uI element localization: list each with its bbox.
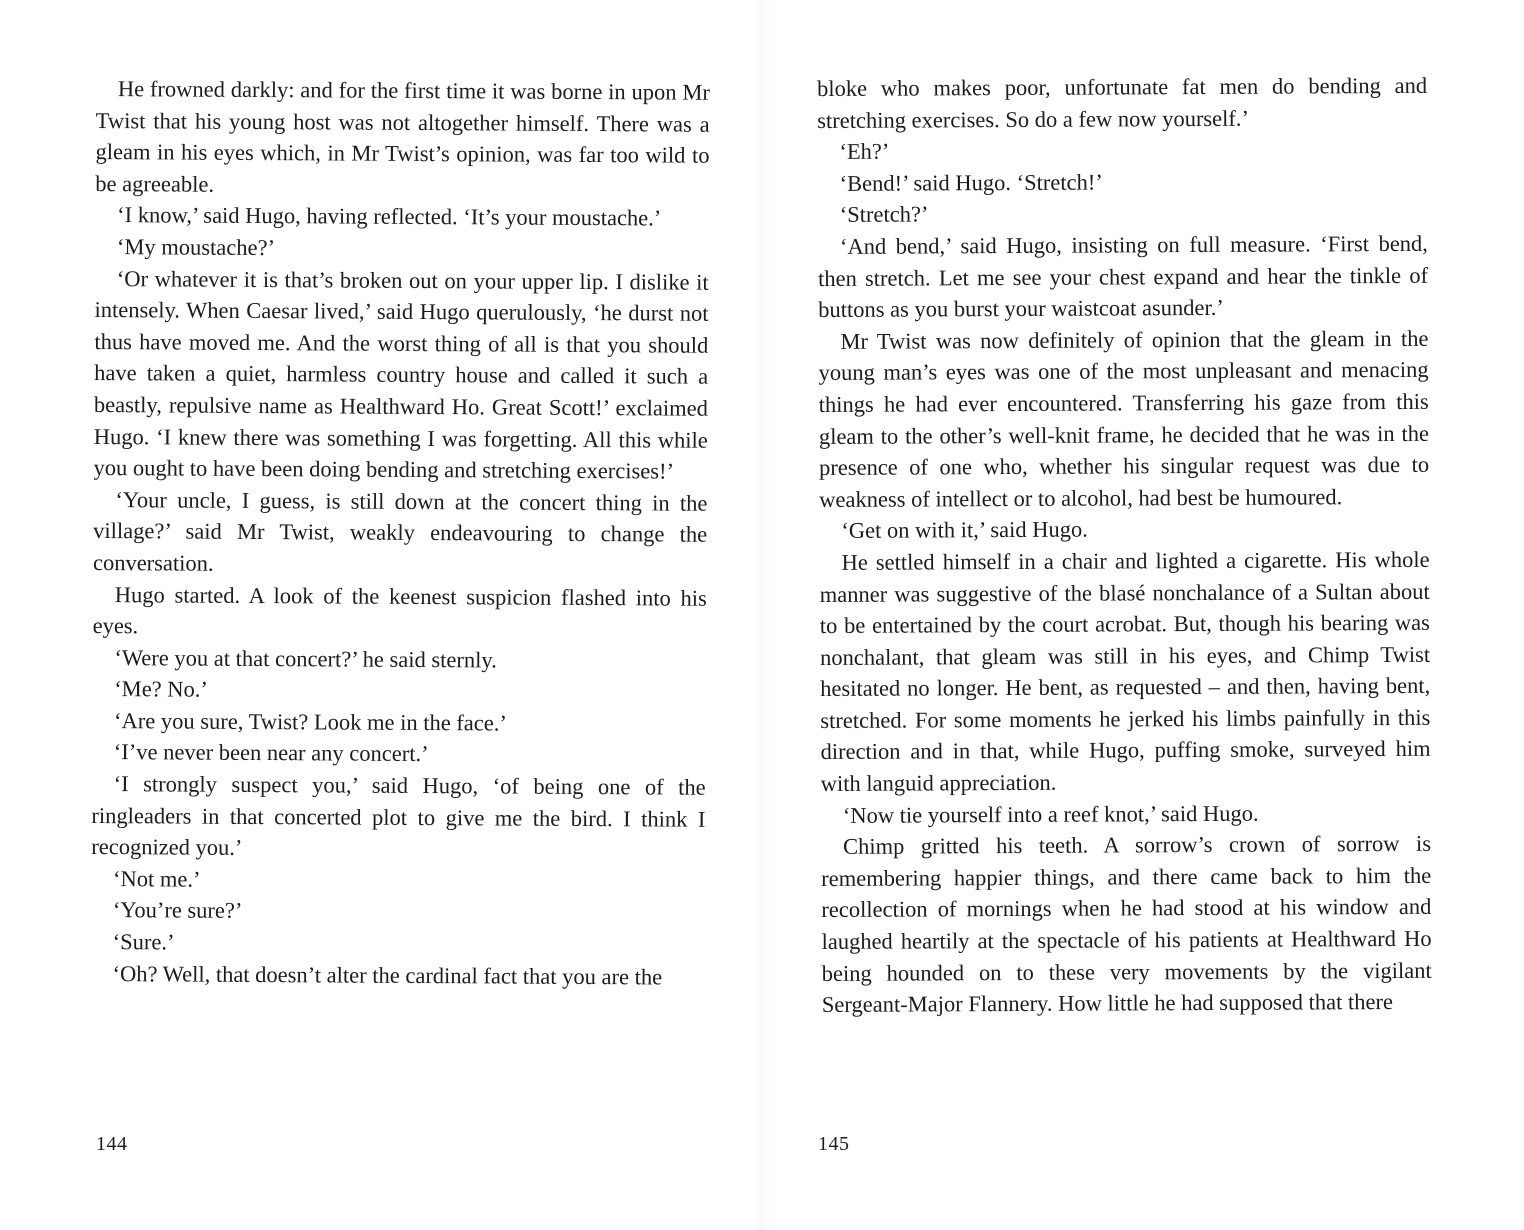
- paragraph: ‘Me? No.’: [114, 676, 209, 702]
- page-number: 145: [818, 1133, 850, 1155]
- right-page: [762, 0, 1524, 1230]
- paragraph: ‘Were you at that concert?’ he said sternly.: [114, 644, 497, 673]
- right-page-text: [817, 70, 1432, 1021]
- paragraph: ‘Now tie yourself into a reef knot,’ said Hugo.: [842, 800, 1259, 828]
- paragraph: ‘Get on with it,’ said Hugo.: [841, 516, 1088, 544]
- paragraph: ‘Or whatever it is that’s broken out on your upper lip. I dislike it intensely. When Caesar lived,’ said Hugo querulously, ‘he durst not thus have moved me. And the worst thing of all is that you should have taken a quiet, harmless country house and called it such a beastly, repulsive name as Healthward Ho. Great Scott!’ exclaimed Hugo. ‘I knew there was something I was forgetting. All this while you ought to have been doing bending and stretching exercises!’: [93, 265, 709, 484]
- paragraph: ‘Bend!’ said Hugo. ‘Stretch!’: [839, 169, 1103, 196]
- left-page-text: [90, 73, 710, 993]
- paragraph: ‘I know,’ said Hugo, having reflected. ‘It’s your moustache.’: [117, 202, 662, 231]
- paragraph: He settled himself in a chair and lighted a cigarette. His whole manner was suggestive of the blasé nonchalance of a Sultan about to be entertained by the court acrobat. But, though his bearing was nonchalant, that gleam was still in his eyes, and Chimp Twist hesitated no longer. He bent, as requested – and then, having bent, stretched. For some moments he jerked his limbs painfully in this direction and in that, while Hugo, puffing smoke, surveyed him with languid appreciation.: [819, 546, 1431, 797]
- paragraph: ‘Oh? Well, that doesn’t alter the cardinal fact that you are the: [112, 960, 663, 990]
- paragraph: ‘Sure.’: [112, 929, 175, 955]
- paragraph: ‘I’ve never been near any concert.’: [113, 739, 429, 767]
- paragraph: Hugo started. A look of the keenest suspicion flashed into his eyes.: [92, 581, 707, 639]
- paragraph: ‘You’re sure?’: [112, 897, 243, 924]
- paragraph: ‘Eh?’: [839, 138, 890, 165]
- paragraph: Mr Twist was now definitely of opinion that the gleam in the young man’s eyes was one of the most unpleasant and menacing things he had ever encountered. Transferring his gaze from this gleam to the other’s well-knit frame, he decided that he was in the presence of one who, whether his singular request was due to weakness of intellect or to alcohol, had best be humoured.: [818, 325, 1430, 512]
- paragraph: ‘My moustache?’: [116, 234, 276, 261]
- paragraph-continued: bloke who makes poor, unfortunate fat men do bending and stretching exercises. So do a few now yourself.’: [817, 72, 1428, 133]
- paragraph: ‘Your uncle, I guess, is still down at the concert thing in the village?’ said Mr Twist, weakly endeavouring to change the conversation.: [92, 486, 708, 576]
- page-number: 144: [96, 1133, 128, 1155]
- paragraph: ‘Are you sure, Twist? Look me in the face.’: [113, 707, 508, 736]
- paragraph: ‘Not me.’: [113, 865, 201, 892]
- paragraph: Chimp gritted his teeth. A sorrow’s crown of sorrow is remembering happier things, and there came back to him the recollection of mornings when he had stood at his window and laughed heartily at the spectacle of his patients at Healthward Ho being hounded on to these very movements by the vigilant Sergeant-Major Flannery. How little he had supposed that there: [821, 831, 1432, 1018]
- paragraph: ‘Stretch?’: [839, 201, 929, 228]
- paragraph: ‘I strongly suspect you,’ said Hugo, ‘of being one of the ringleaders in that concerted plot to give me the bird. I think I recognized you.’: [91, 771, 706, 861]
- paragraph: He frowned darkly: and for the first time it was borne in upon Mr Twist that his young host was not altogether himself. There was a gleam in his eyes which, in Mr Twist’s opinion, was far too wild to be agreeable.: [95, 76, 710, 197]
- paragraph: ‘And bend,’ said Hugo, insisting on full measure. ‘First bend, then stretch. Let me see your chest expand and hear the tinkle of buttons as you burst your waistcoat asunder.’: [818, 230, 1429, 323]
